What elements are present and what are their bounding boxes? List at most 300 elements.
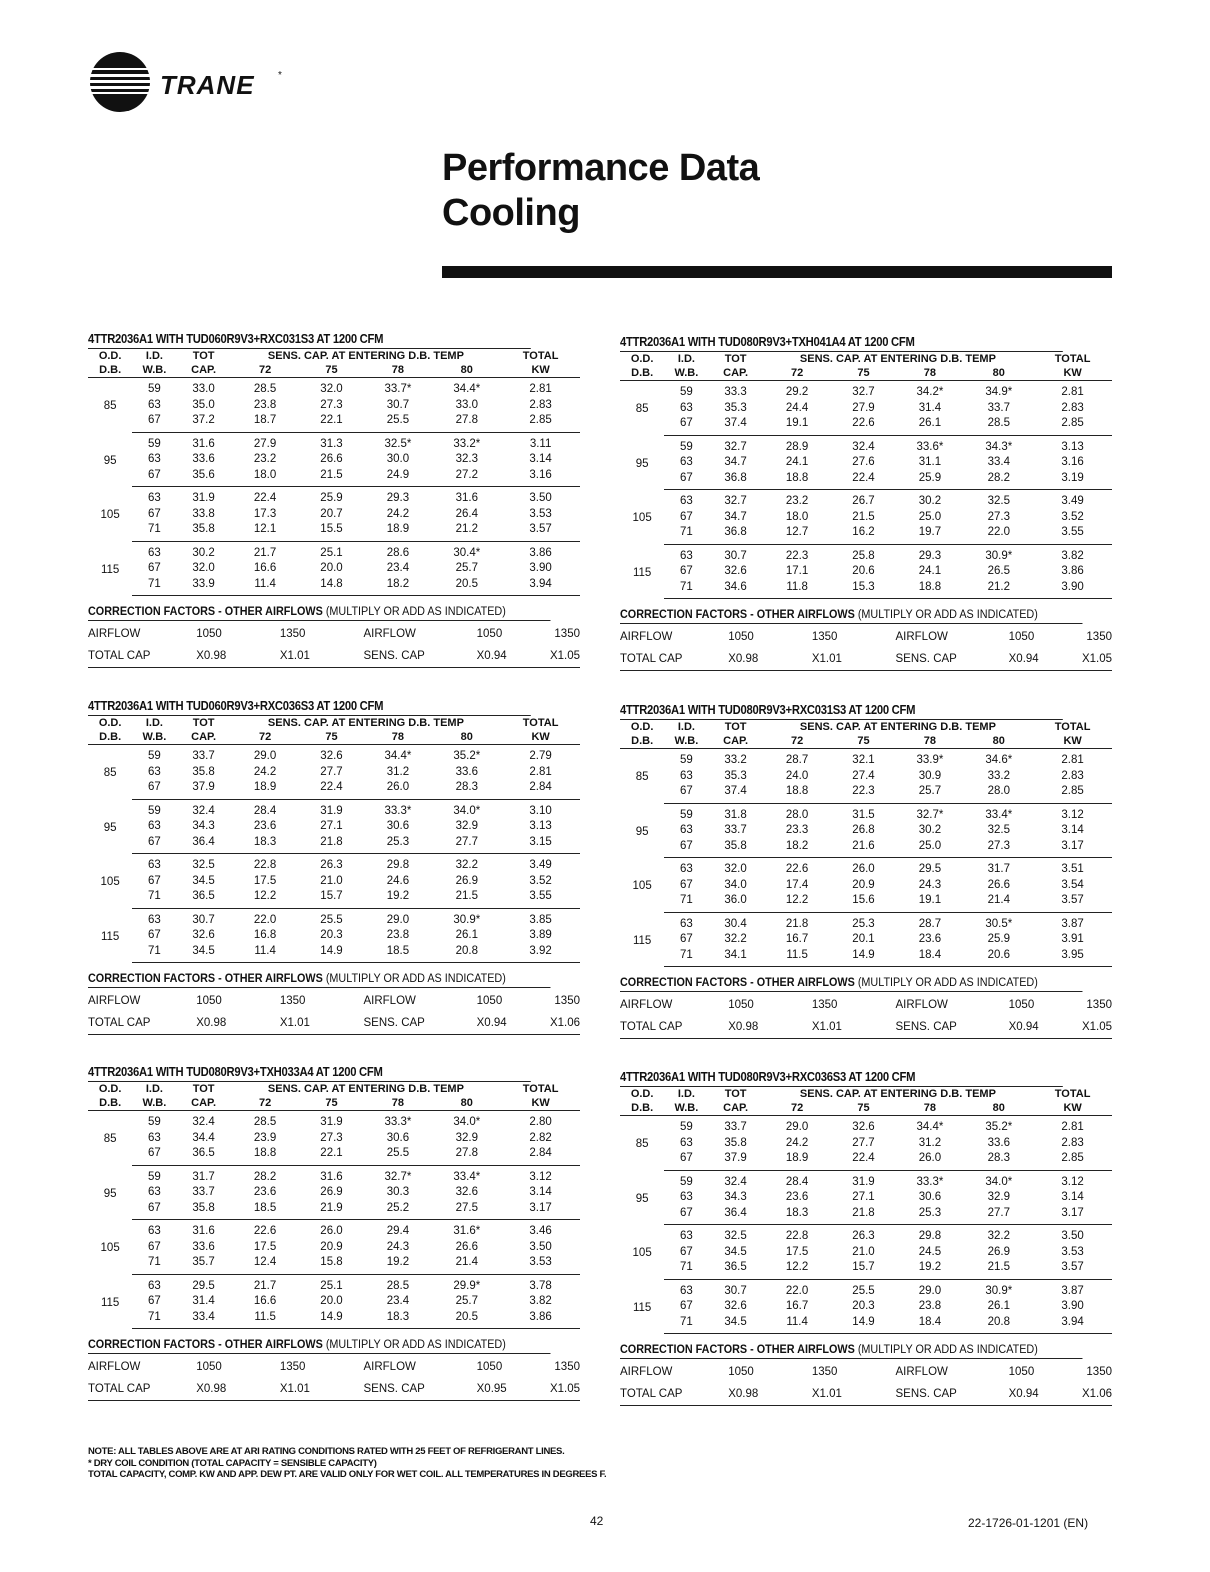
data-cell: 3.94 (501, 577, 580, 596)
performance-block-2 (620, 333, 1112, 671)
cf-airflow-label: AIRFLOW (620, 631, 673, 643)
cf-value: X1.05 (1073, 1016, 1112, 1039)
data-cell: 15.6 (832, 893, 896, 912)
data-cell: 32.0 (192, 562, 215, 574)
data-cell: 25.7 (455, 1295, 478, 1307)
data-cell: 3.52 (1061, 510, 1084, 523)
data-cell: 32.7 (852, 386, 875, 398)
cf-airflow-row (88, 623, 580, 645)
cf-value: 1050 (476, 995, 503, 1007)
table-row (620, 803, 1112, 823)
cf-airflow-label: AIRFLOW (363, 995, 416, 1007)
table-row (88, 944, 580, 963)
data-cell: 33.2 (724, 754, 747, 766)
data-cell: 33.6* (916, 440, 944, 453)
data-cell: 67 (664, 1151, 708, 1170)
data-cell: 21.5 (964, 1260, 1033, 1279)
data-cell: 33.7 (192, 750, 215, 762)
data-cell: 33.0 (455, 398, 478, 411)
od-temp-cell: 115 (632, 934, 652, 947)
data-cell: 25.5 (363, 1146, 432, 1165)
header-total: TOTAL (522, 1083, 559, 1095)
data-cell: 71 (132, 577, 176, 596)
data-cell: 26.1 (455, 929, 478, 941)
header-total: TOTAL (1054, 1088, 1091, 1100)
cf-sens-cap-label: SENS. CAP (895, 1016, 1008, 1039)
performance-table (88, 1082, 580, 1329)
data-cell: 2.81 (1061, 1121, 1084, 1133)
footnotes (88, 1446, 606, 1481)
data-cell: 28.2 (253, 1170, 277, 1183)
data-cell: 30.2 (192, 546, 215, 559)
od-group (88, 908, 580, 963)
data-cell: 3.86 (501, 1310, 580, 1329)
data-cell: 25.5 (320, 913, 343, 926)
od-group (620, 435, 1112, 490)
data-cell: 34.3* (985, 440, 1013, 453)
data-cell: 59 (680, 754, 693, 766)
data-cell: 3.86 (1061, 565, 1084, 577)
data-cell: 18.0 (785, 510, 809, 523)
data-cell: 2.81 (1061, 386, 1084, 398)
cf-value: X1.06 (541, 1012, 580, 1035)
data-cell: 24.3 (386, 1240, 410, 1253)
data-cell: 30.3 (386, 1186, 410, 1198)
data-cell: 67 (680, 565, 693, 577)
header-db-temp: 72 (763, 1101, 832, 1116)
data-cell: 59 (680, 1121, 693, 1133)
table-row (88, 468, 580, 487)
table-title: 4TTR2036A1 WITH TUD060R9V3+RXC031S3 AT 1200 CFM (88, 330, 531, 349)
data-cell: 63 (148, 859, 161, 871)
data-cell: 3.53 (501, 1255, 580, 1274)
od-temp-cell: 95 (103, 821, 117, 834)
data-cell: 3.90 (529, 562, 552, 574)
data-cell: 30.2 (918, 495, 942, 507)
od-group (620, 544, 1112, 599)
data-cell: 22.6 (832, 416, 896, 435)
data-cell: 32.7 (724, 440, 747, 453)
header-db-temp: 75 (832, 1101, 896, 1116)
data-cell: 67 (664, 416, 708, 435)
data-cell: 3.15 (501, 835, 580, 854)
od-group (620, 490, 1112, 545)
data-cell: 33.4* (985, 808, 1013, 821)
note-line: TOTAL CAPACITY, COMP. KW AND APP. DEW PT. ARE VALID ONLY FOR WET COIL. ALL TEMPERATURES IN DEGREES F. (88, 1469, 607, 1480)
data-cell: 71 (664, 1315, 708, 1334)
data-cell: 27.7 (320, 765, 343, 778)
od-group (620, 803, 1112, 858)
data-cell: 22.0 (785, 1284, 809, 1297)
table-row (88, 745, 580, 765)
data-cell: 30.7 (724, 1284, 747, 1297)
table-row (88, 1220, 580, 1240)
data-cell: 24.2 (785, 1136, 809, 1149)
data-cell: 32.7* (916, 808, 944, 821)
data-cell: 11.4 (231, 944, 300, 963)
header-cap: CAP. (709, 1101, 763, 1116)
data-cell: 29.0 (386, 913, 410, 926)
data-cell: 3.13 (529, 820, 552, 832)
data-cell: 35.8 (192, 765, 215, 778)
data-cell: 31.5 (852, 808, 875, 821)
header-db-temp: 72 (231, 363, 300, 378)
data-cell: 26.6 (987, 878, 1010, 891)
data-cell: 2.82 (529, 1131, 552, 1144)
data-cell: 2.85 (501, 413, 580, 432)
data-cell: 63 (680, 495, 693, 507)
cf-value: 1050 (1008, 631, 1035, 643)
data-cell: 21.8 (832, 1206, 896, 1225)
data-cell: 63 (680, 917, 693, 930)
header-kw: KW (1033, 366, 1112, 381)
data-cell: 32.4 (192, 1116, 215, 1128)
data-cell: 27.3 (320, 1131, 343, 1144)
data-cell: 31.9 (192, 492, 215, 504)
od-temp-cell: 105 (100, 876, 120, 888)
data-cell: 22.3 (785, 549, 809, 562)
data-cell: 67 (132, 835, 176, 854)
brand-mark: * (278, 70, 282, 81)
data-cell: 71 (132, 522, 176, 541)
data-cell: 11.8 (763, 580, 832, 599)
cf-capacity-row (88, 1012, 580, 1035)
data-cell: 18.3 (363, 1310, 432, 1329)
data-cell: 3.46 (529, 1225, 552, 1237)
od-group (88, 1111, 580, 1166)
data-cell: 67 (132, 1201, 176, 1220)
data-cell: 20.7 (320, 507, 343, 520)
data-cell: 3.90 (1061, 1300, 1084, 1312)
data-cell: 3.10 (529, 804, 552, 817)
cf-total-cap-label: TOTAL CAP (620, 648, 728, 671)
table-row (88, 577, 580, 596)
data-cell: 24.9 (363, 468, 432, 487)
data-cell: 25.3 (852, 917, 875, 930)
data-cell: 25.0 (918, 510, 942, 523)
table-row (88, 487, 580, 507)
data-cell: 22.4 (832, 471, 896, 490)
data-cell: 18.8 (763, 471, 832, 490)
data-cell: 26.0 (852, 863, 875, 875)
header-id: I.D. (145, 350, 163, 362)
header-sens-cap: SENS. CAP. AT ENTERING D.B. TEMP (799, 721, 996, 733)
data-cell: 31.8 (724, 808, 747, 821)
table-row (620, 1315, 1112, 1334)
data-cell: 3.92 (501, 944, 580, 963)
header-total: TOTAL (522, 717, 559, 729)
data-cell: 22.1 (300, 1146, 364, 1165)
data-cell: 32.2 (724, 933, 747, 945)
cf-value: 1350 (1086, 1366, 1112, 1378)
data-cell: 25.5 (852, 1284, 875, 1297)
header-db-temp: 75 (300, 730, 364, 745)
correction-factors-label: CORRECTION FACTORS - OTHER AIRFLOWS (88, 1339, 323, 1351)
data-cell: 15.7 (300, 889, 364, 908)
data-cell: 18.2 (763, 839, 832, 858)
data-cell: 17.4 (785, 878, 809, 891)
data-cell: 18.3 (763, 1206, 832, 1225)
data-cell: 67 (148, 562, 161, 574)
header-db-temp: 78 (895, 366, 964, 381)
data-cell: 26.3 (852, 1230, 875, 1242)
data-cell: 32.2 (987, 1230, 1010, 1242)
data-cell: 34.4 (192, 1131, 215, 1144)
data-cell: 32.6 (192, 929, 215, 941)
data-cell: 33.4* (453, 1170, 481, 1183)
data-cell: 27.4 (852, 769, 875, 782)
table-row (88, 1310, 580, 1329)
data-cell: 19.2 (895, 1260, 964, 1279)
header-sens-cap: SENS. CAP. AT ENTERING D.B. TEMP (267, 350, 464, 362)
correction-factors-table (620, 994, 1112, 1039)
data-cell: 67 (664, 471, 708, 490)
cf-airflow-label: AIRFLOW (620, 999, 673, 1011)
cf-value: X0.95 (477, 1378, 541, 1401)
data-cell: 28.5 (253, 383, 277, 395)
data-cell: 16.6 (253, 1295, 277, 1307)
data-cell: 32.6 (455, 1186, 478, 1198)
cf-value: X0.94 (1009, 1383, 1073, 1406)
cf-total-cap-label: TOTAL CAP (620, 1383, 728, 1406)
data-cell: 27.2 (432, 468, 501, 487)
data-cell: 3.87 (1061, 1284, 1084, 1297)
data-cell: 28.9 (785, 440, 809, 453)
data-cell: 28.3 (432, 780, 501, 799)
table-row (620, 1116, 1112, 1136)
header-id: I.D. (677, 1088, 695, 1100)
data-cell: 33.4 (177, 1310, 231, 1329)
data-cell: 24.3 (918, 878, 942, 891)
data-cell: 36.5 (177, 1146, 231, 1165)
od-temp-cell: 85 (103, 767, 117, 780)
cf-value: 1350 (554, 1361, 580, 1373)
data-cell: 34.7 (724, 456, 747, 468)
od-temp-cell: 115 (100, 563, 120, 576)
header-db-temp: 78 (895, 1101, 964, 1116)
data-cell: 71 (664, 1260, 708, 1279)
data-cell: 20.3 (320, 929, 343, 941)
data-cell: 31.6* (453, 1225, 481, 1237)
header-tot: TOT (724, 353, 747, 365)
correction-factors-table (88, 990, 580, 1035)
table-row (88, 1255, 580, 1274)
data-cell: 3.54 (1061, 878, 1084, 891)
header-db-temp: 80 (432, 730, 501, 745)
cf-airflow-row (620, 626, 1112, 648)
header-kw: KW (1033, 734, 1112, 749)
data-cell: 33.8 (192, 507, 215, 520)
od-group (88, 1274, 580, 1329)
od-temp-cell: 95 (635, 825, 649, 838)
data-cell: 28.5 (253, 1116, 277, 1128)
data-cell: 63 (148, 913, 161, 926)
header-cap: CAP. (177, 730, 231, 745)
data-cell: 24.5 (918, 1245, 942, 1258)
cf-value: X1.01 (812, 1016, 896, 1039)
data-cell: 22.4 (253, 492, 277, 504)
data-cell: 3.53 (529, 507, 552, 520)
data-cell: 33.7 (192, 1186, 215, 1198)
header-od: O.D. (98, 717, 122, 729)
cf-value: X0.98 (728, 1383, 812, 1406)
data-cell: 36.8 (709, 525, 763, 544)
correction-factors-label: CORRECTION FACTORS - OTHER AIRFLOWS (88, 973, 323, 985)
data-cell: 3.85 (529, 913, 552, 926)
table-row (620, 381, 1112, 401)
od-group (88, 432, 580, 487)
data-cell: 21.9 (300, 1201, 364, 1220)
cf-value: X1.05 (1073, 648, 1112, 671)
data-cell: 14.9 (300, 944, 364, 963)
data-cell: 26.4 (455, 507, 478, 520)
cf-value: 1050 (476, 1361, 503, 1373)
data-cell: 28.4 (785, 1175, 809, 1188)
performance-block-6 (620, 1068, 1112, 1406)
data-cell: 2.85 (1033, 784, 1112, 803)
data-cell: 35.8 (709, 839, 763, 858)
table-row (88, 1201, 580, 1220)
data-cell: 16.7 (785, 933, 809, 945)
correction-factors-title (620, 607, 1082, 624)
data-cell: 24.0 (785, 769, 809, 782)
performance-block-5 (88, 1063, 580, 1401)
header-db: D.B. (620, 734, 664, 749)
cf-value: 1350 (554, 628, 580, 640)
data-cell: 30.2 (918, 824, 942, 836)
data-cell: 33.7 (724, 1121, 747, 1133)
data-cell: 36.4 (709, 1206, 763, 1225)
cf-value: 1050 (196, 1361, 222, 1373)
data-cell: 2.85 (1033, 1151, 1112, 1170)
cf-value: X1.01 (280, 1012, 364, 1035)
table-row (620, 544, 1112, 564)
data-cell: 32.4 (852, 440, 875, 453)
od-temp-cell: 115 (632, 1301, 652, 1314)
data-cell: 67 (132, 1146, 176, 1165)
header-wb: W.B. (132, 363, 176, 378)
cf-value: X1.05 (541, 1378, 580, 1401)
table-row (620, 1225, 1112, 1245)
data-cell: 31.1 (918, 456, 942, 468)
data-cell: 14.9 (832, 948, 896, 967)
table-row (620, 784, 1112, 803)
header-db: D.B. (88, 730, 132, 745)
cf-value: 1350 (279, 995, 306, 1007)
data-cell: 32.3 (455, 453, 478, 465)
data-cell: 31.6 (192, 437, 215, 450)
table-row (620, 1260, 1112, 1279)
data-cell: 21.5 (852, 510, 875, 523)
data-cell: 23.6 (253, 820, 277, 832)
data-cell: 63 (148, 453, 161, 465)
table-row (620, 1170, 1112, 1190)
table-row (620, 564, 1112, 580)
data-cell: 12.2 (763, 893, 832, 912)
data-cell: 31.6 (320, 1170, 343, 1183)
header-od: O.D. (630, 1088, 654, 1100)
data-cell: 29.0 (253, 750, 277, 762)
data-cell: 67 (148, 1240, 161, 1253)
data-cell: 27.1 (852, 1191, 875, 1203)
cf-value: X0.94 (1009, 648, 1073, 671)
data-cell: 32.6 (724, 565, 747, 577)
data-cell: 34.0* (453, 1116, 481, 1128)
data-cell: 16.6 (253, 562, 277, 574)
data-cell: 29.8 (918, 1230, 942, 1242)
data-cell: 63 (680, 863, 693, 875)
table-row (620, 1136, 1112, 1152)
note-line: NOTE: ALL TABLES ABOVE ARE AT ARI RATING CONDITIONS RATED WITH 25 FEET OF REFRIGERANT LINES. (88, 1446, 565, 1457)
data-cell: 27.8 (432, 413, 501, 432)
data-cell: 67 (132, 468, 176, 487)
table-row (88, 452, 580, 468)
cf-capacity-row (620, 648, 1112, 671)
data-cell: 67 (148, 1295, 161, 1307)
data-cell: 25.9 (895, 471, 964, 490)
od-temp-cell: 105 (100, 509, 120, 521)
cf-value: X0.98 (728, 1016, 812, 1039)
cf-value: X0.98 (196, 645, 280, 668)
data-cell: 24.1 (785, 456, 809, 468)
cf-airflow-row (620, 994, 1112, 1016)
data-cell: 25.1 (320, 1279, 343, 1292)
data-cell: 34.5 (192, 874, 215, 887)
table-row (88, 561, 580, 577)
data-cell: 3.91 (1061, 933, 1084, 945)
data-cell: 17.5 (253, 874, 277, 887)
data-cell: 3.55 (501, 889, 580, 908)
data-cell: 22.8 (253, 859, 277, 871)
correction-factors-note: (MULTIPLY OR ADD AS INDICATED) (322, 1339, 506, 1351)
cf-value: 1350 (811, 1366, 838, 1378)
data-cell: 23.2 (785, 495, 809, 507)
data-cell: 34.3 (192, 820, 215, 832)
table-row (88, 1294, 580, 1310)
data-cell: 32.9 (455, 820, 478, 832)
header-kw: KW (501, 730, 580, 745)
data-cell: 33.6 (987, 1136, 1010, 1149)
header-tot: TOT (724, 721, 747, 733)
data-cell: 23.8 (918, 1300, 942, 1312)
data-cell: 28.7 (918, 917, 942, 930)
data-cell: 21.5 (300, 468, 364, 487)
table-row (88, 765, 580, 781)
table-row (620, 769, 1112, 785)
od-temp-cell: 95 (635, 1192, 649, 1205)
data-cell: 32.6 (724, 1300, 747, 1312)
data-cell: 67 (680, 933, 693, 945)
data-cell: 27.1 (320, 820, 343, 832)
header-db-temp: 78 (895, 734, 964, 749)
performance-block-4 (620, 701, 1112, 1039)
table-row (620, 510, 1112, 526)
data-cell: 18.9 (231, 780, 300, 799)
data-cell: 3.95 (1033, 948, 1112, 967)
data-cell: 26.9 (987, 1245, 1010, 1258)
data-cell: 29.4 (386, 1225, 410, 1237)
data-cell: 18.5 (231, 1201, 300, 1220)
data-cell: 27.6 (852, 456, 875, 468)
data-cell: 20.0 (320, 1295, 343, 1307)
data-cell: 16.2 (832, 525, 896, 544)
data-cell: 71 (664, 948, 708, 967)
header-cap: CAP. (177, 363, 231, 378)
data-cell: 20.6 (852, 565, 875, 577)
table-row (88, 799, 580, 819)
table-row (620, 1206, 1112, 1225)
table-row (620, 948, 1112, 967)
